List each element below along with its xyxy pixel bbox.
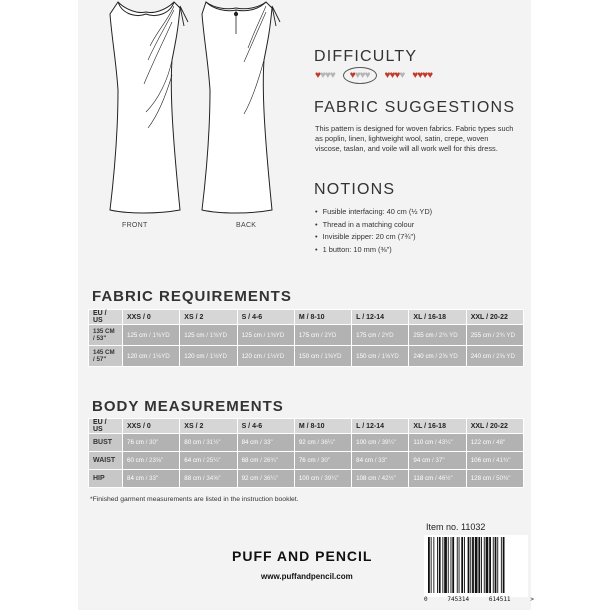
table-cell [352,434,409,452]
cell-metric: 84 cm [127,475,144,482]
heart-icon: ♥ [399,70,405,81]
back-label: BACK [236,222,257,229]
barcode-bar [468,537,470,593]
notion-item: • Fusible interfacing: 40 cm (½ YD) [315,206,515,219]
column-header: XXS / 0 [123,419,180,434]
cell-metric: 60 cm [127,457,144,464]
cell-separator: / [204,331,210,339]
fabric-suggestions-title: FABRIC SUGGESTIONS [314,99,516,116]
column-header: L / 12-14 [352,310,409,325]
difficulty-level [315,70,335,81]
cell-separator: / [433,475,439,482]
column-header: L / 12-14 [352,419,409,434]
barcode-bar [501,537,502,593]
cell-imperial: 39¼" [324,475,339,482]
cell-separator: / [376,439,382,446]
cell-metric: 125 cm [241,331,262,339]
cell-imperial: 1⅜YD [152,331,170,339]
cell-metric: 125 cm [127,331,148,339]
row-label-imperial: / 57" [93,356,107,363]
table-row [89,346,524,367]
cell-imperial: 2YD [381,331,394,339]
table-cell [237,346,294,367]
cell-metric: 120 cm [184,352,205,360]
difficulty-level [412,70,432,81]
cell-separator: / [376,475,382,482]
cell-metric: 76 cm [127,439,144,446]
table-cell [294,452,351,470]
cell-imperial: 42½" [381,475,396,482]
table-cell [123,452,180,470]
table-cell [466,325,523,346]
cell-imperial: 30" [149,439,159,446]
cell-separator: / [490,352,497,360]
row-label: 135 CM [93,328,115,335]
barcode-bar [489,537,491,593]
heart-icon: ♥ [394,70,400,81]
cell-metric: 92 cm [298,439,316,446]
dress-illustrations [88,0,298,236]
cell-separator: / [433,439,439,446]
table-cell [180,434,237,452]
row-label: 145 CM [93,349,115,356]
cell-imperial: 1⅝YD [381,352,399,360]
body-measurements-table [88,418,524,488]
barcode-bar [464,537,465,593]
cell-separator: / [201,439,207,446]
cell-separator: / [258,457,264,464]
barcode-bar [497,537,498,593]
table-cell [352,452,409,470]
table-cell [409,452,466,470]
table-cell [352,470,409,488]
table-cell [466,470,523,488]
barcode-bar [428,537,430,593]
cell-metric: 150 cm [298,352,320,360]
barcode-bar [478,537,480,593]
column-header: XS / 2 [180,419,237,434]
column-header: XL / 16-18 [409,419,466,434]
table-cell [237,434,294,452]
cell-metric: 88 cm [184,475,202,482]
cell-metric: 64 cm [184,457,202,464]
cell-separator: / [204,352,210,360]
table-corner: EU / US [89,310,123,325]
table-cell [237,452,294,470]
barcode-bar [444,537,447,593]
barcode-digit-left: 0 [424,596,428,603]
table-cell [409,325,466,346]
barcode-bar [484,537,485,593]
table-row [89,470,524,488]
table-row [89,325,524,346]
table-cell [294,470,351,488]
cell-separator: / [147,352,153,360]
heart-icon: ♥ [417,70,423,81]
table-cell [123,434,180,452]
table-cell [352,346,409,367]
table-cell [409,470,466,488]
barcode-bar [475,537,478,593]
table-cell [123,325,180,346]
cell-metric: 150 cm [356,352,377,360]
table-cell [466,434,523,452]
cell-imperial: 37" [435,457,445,464]
cell-imperial: 1⅛YD [267,352,285,360]
column-header: S / 4-6 [237,310,294,325]
cell-separator: / [319,331,325,339]
barcode-digits-group-2: 614511 [488,596,511,603]
cell-metric: 120 cm [127,352,148,360]
table-corner: EU / US [89,419,123,434]
cell-separator: / [490,457,497,464]
cell-imperial: 26¾" [263,457,278,464]
table-cell [237,470,294,488]
back-dress-drawing [202,2,280,213]
barcode-bar [442,537,443,593]
difficulty-title: DIFFICULTY [314,48,418,65]
front-label: FRONT [122,222,148,229]
body-measurements-title: BODY MEASUREMENTS [92,398,284,415]
table-cell [466,346,523,367]
barcode-bar [431,537,432,593]
cell-metric: 84 cm [356,457,373,464]
cell-metric: 120 cm [241,352,262,360]
table-cell [294,346,351,367]
table-cell [466,452,523,470]
cell-metric: 175 cm [298,331,320,339]
cell-metric: 84 cm [241,439,259,446]
row-header [89,325,123,346]
footnote: *Finished garment measurements are listed in the instruction booklet. [90,496,299,503]
cell-metric: 100 cm [298,475,320,482]
barcode-bar [437,537,438,593]
table-cell [180,346,237,367]
cell-imperial: 36¼" [263,475,278,482]
cell-imperial: 33" [378,457,388,464]
cell-imperial: 36¼" [320,439,336,446]
cell-imperial: 50⅜" [496,475,511,482]
barcode-bar [457,537,458,593]
cell-metric: 175 cm [356,331,377,339]
cell-metric: 118 cm [413,475,434,482]
row-header: HIP [89,470,123,488]
heart-icon: ♥ [315,70,320,81]
heart-icon: ♥ [412,70,418,81]
cell-imperial: 39¼" [381,439,396,446]
cell-metric: 76 cm [298,457,316,464]
barcode-bar [461,537,463,593]
table-cell [180,452,237,470]
heart-icon: ♥ [349,70,355,81]
barcode-bar [503,537,505,593]
column-header: XXL / 20-22 [466,419,523,434]
cell-imperial: 23⅝" [149,457,164,464]
notion-item: • Invisible zipper: 20 cm (7¾") [315,231,515,244]
column-header: M / 8-10 [294,310,351,325]
cell-imperial: 33" [149,475,159,482]
fabric-requirements-table [88,309,524,367]
barcode-bar [472,537,474,593]
cell-separator: / [319,475,325,482]
heart-icon: ♥ [324,70,330,81]
cell-imperial: 2⅝ YD [438,352,458,360]
barcode-bar [493,537,494,593]
column-header: XXL / 20-22 [466,310,523,325]
row-header [89,346,123,367]
cell-imperial: 1⅛YD [152,352,170,360]
barcode-bar [452,537,454,593]
cell-metric: 240 cm [470,352,491,360]
cell-imperial: 43¼" [438,439,453,446]
column-header: XS / 2 [180,310,237,325]
cell-separator: / [376,331,382,339]
cell-separator: / [490,475,497,482]
barcode-bar [451,537,452,593]
notion-item: • 1 button: 10 mm (⅜") [315,244,515,257]
cell-metric: 100 cm [356,439,377,446]
cell-imperial: 41¾" [496,457,511,464]
row-header: WAIST [89,452,123,470]
column-header: XL / 16-18 [409,310,466,325]
cell-imperial: 2¾ YD [438,331,458,339]
cell-separator: / [376,352,382,360]
table-cell [409,434,466,452]
cell-metric: 80 cm [184,439,202,446]
cell-imperial: 31½" [206,439,221,446]
cell-separator: / [143,457,150,464]
cell-imperial: 2YD [324,331,337,339]
heart-icon: ♥ [389,70,395,81]
cell-imperial: 33" [263,439,273,446]
cell-separator: / [258,439,264,446]
difficulty-level [385,70,405,81]
barcode [424,535,528,597]
heart-icon: ♥ [329,70,335,81]
cell-separator: / [490,439,497,446]
front-dress-drawing [110,2,188,213]
heart-icon: ♥ [384,70,390,81]
cell-imperial: 34⅝" [206,475,221,482]
column-header: S / 4-6 [237,419,294,434]
heart-icon: ♥ [422,70,428,81]
table-cell [294,325,351,346]
brand-website: www.puffandpencil.com [261,572,353,581]
cell-separator: / [490,331,497,339]
notions-title: NOTIONS [314,181,396,198]
table-cell [180,325,237,346]
column-header: XXS / 0 [123,310,180,325]
heart-icon: ♥ [364,70,370,81]
barcode-digits [424,596,534,603]
barcode-bar [470,537,471,593]
cell-imperial: 25¼" [206,457,221,464]
cell-separator: / [315,457,321,464]
cell-separator: / [433,352,439,360]
barcode-bar [433,537,434,593]
cell-imperial: 2¾ YD [496,331,515,339]
cell-metric: 106 cm [470,457,491,464]
table-cell [237,325,294,346]
cell-separator: / [261,352,268,360]
cell-imperial: 2⅝ YD [496,352,515,360]
row-header: BUST [89,434,123,452]
cell-metric: 92 cm [241,475,259,482]
item-number: Item no. 11032 [426,522,486,532]
table-cell [180,470,237,488]
cell-imperial: 48" [496,439,506,446]
cell-metric: 122 cm [470,439,491,446]
cell-metric: 125 cm [184,331,205,339]
table-cell [409,346,466,367]
cell-metric: 255 cm [413,331,434,339]
cell-metric: 128 cm [470,475,491,482]
brand-name: PUFF AND PENCIL [232,548,373,564]
cell-metric: 68 cm [241,457,259,464]
cell-separator: / [430,457,436,464]
cell-imperial: 1⅜YD [267,331,285,339]
cell-separator: / [147,331,153,339]
cell-separator: / [261,331,268,339]
cell-metric: 94 cm [413,457,431,464]
fabric-requirements-title: FABRIC REQUIREMENTS [92,288,292,305]
cell-imperial: 1⅜YD [209,331,227,339]
cell-metric: 110 cm [413,439,434,446]
cell-separator: / [201,457,207,464]
cell-imperial: 46½" [438,475,453,482]
barcode-bar [459,537,460,593]
table-row [89,434,524,452]
cell-separator: / [315,439,321,446]
cell-metric: 240 cm [413,352,434,360]
barcode-bar [481,537,482,593]
notion-item: • Thread in a matching colour [315,219,515,232]
cell-imperial: 30" [320,457,330,464]
notions-list [315,206,515,256]
table-cell [123,470,180,488]
cell-imperial: 1⅝YD [324,352,342,360]
heart-icon: ♥ [354,70,360,81]
cell-separator: / [143,439,150,446]
barcode-digits-group-1: 745314 [447,596,470,603]
barcode-bar [439,537,441,593]
cell-metric: 255 cm [470,331,491,339]
cell-separator: / [433,331,439,339]
table-cell [352,325,409,346]
cell-imperial: 1⅛YD [209,352,227,360]
difficulty-rating [315,70,440,81]
barcode-bar [448,537,449,593]
barcode-digit-right: > [530,596,534,603]
cell-separator: / [258,475,264,482]
column-header: M / 8-10 [294,419,351,434]
cell-metric: 108 cm [356,475,377,482]
table-cell [294,434,351,452]
fabric-suggestions-text: This pattern is designed for woven fabrics. Fabric types such as poplin, linen, lightweight wool, satin, crepe, woven viscose, taslan, and voile will all work well for this dress. [315,124,514,153]
row-label-imperial: / 53" [93,335,107,342]
cell-separator: / [372,457,379,464]
cell-separator: / [319,352,325,360]
table-cell [123,346,180,367]
table-row [89,452,524,470]
difficulty-level-selected [343,67,377,84]
barcode-bar [486,537,489,593]
cell-separator: / [143,475,150,482]
barcode-bar [495,537,497,593]
heart-icon: ♥ [359,70,365,81]
cell-separator: / [201,475,207,482]
heart-icon: ♥ [427,70,432,81]
heart-icon: ♥ [319,70,325,81]
